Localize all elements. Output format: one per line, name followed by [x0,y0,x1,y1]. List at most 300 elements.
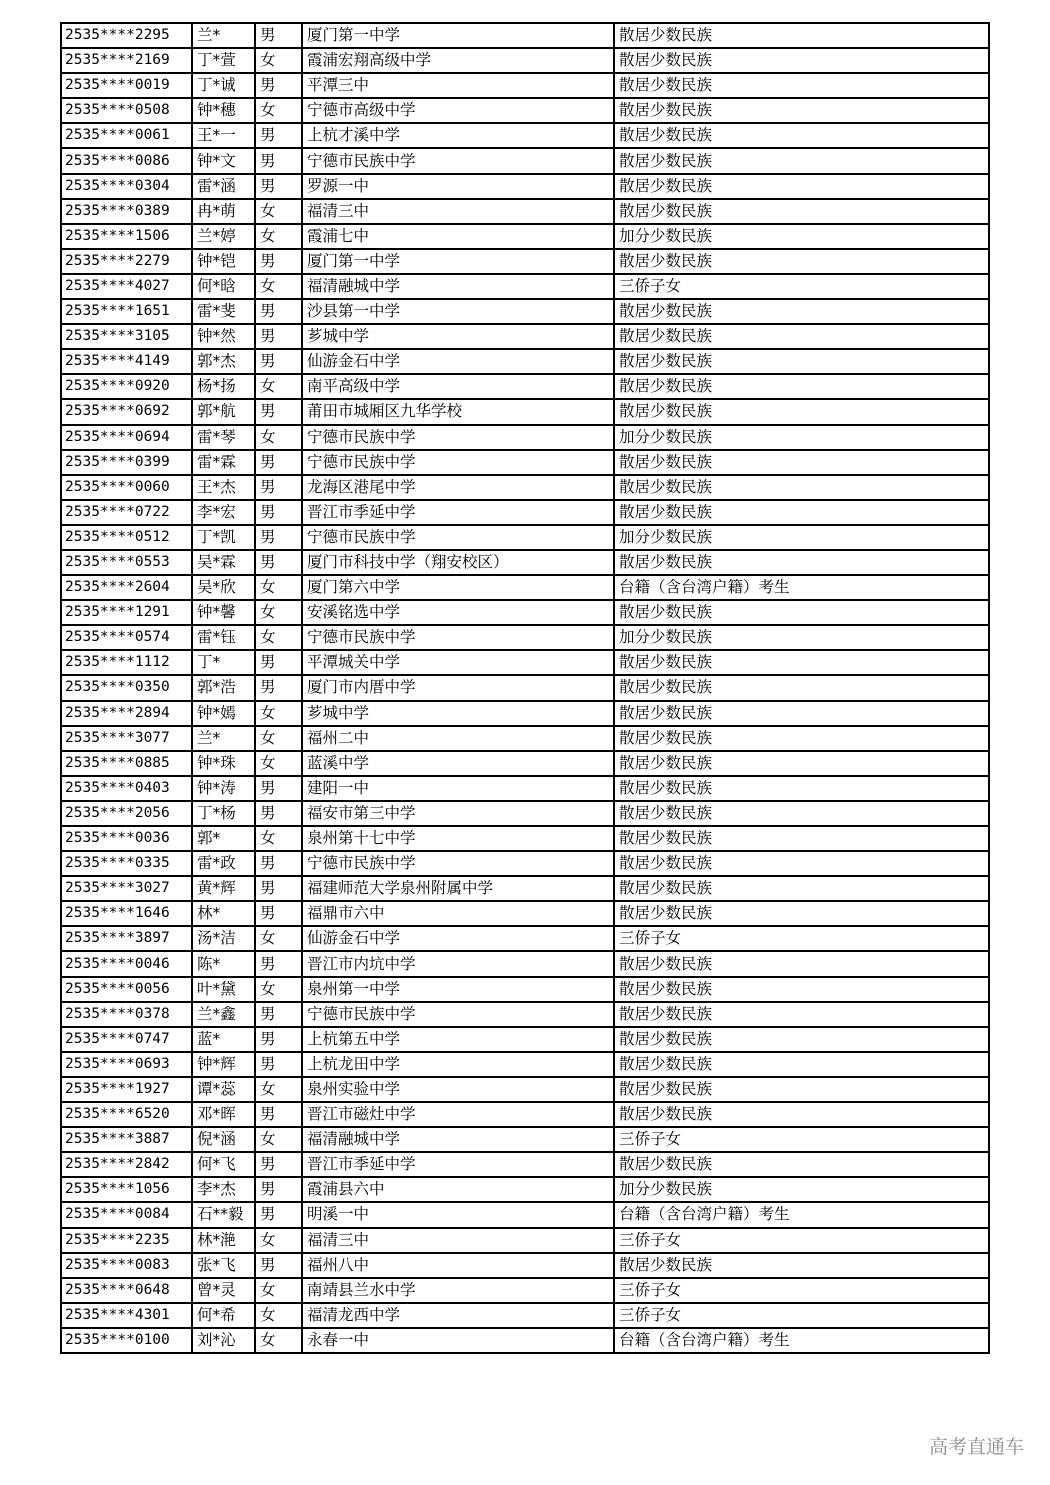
cell-exam-id: 2535****1651 [61,299,192,324]
cell-category: 散居少数民族 [614,1152,989,1177]
cell-student-name: 钟*铠 [192,249,255,274]
cell-gender: 男 [255,23,302,48]
cell-exam-id: 2535****0722 [61,500,192,525]
cell-student-name: 冉*萌 [192,199,255,224]
cell-school: 晋江市季延中学 [302,1152,614,1177]
cell-gender: 男 [255,500,302,525]
table-body [61,23,989,1353]
cell-category: 三侨子女 [614,274,989,299]
cell-school: 仙游金石中学 [302,349,614,374]
cell-school: 明溪一中 [302,1202,614,1227]
table-row [61,1253,989,1278]
cell-student-name: 钟*嫣 [192,701,255,726]
cell-category: 散居少数民族 [614,475,989,500]
cell-gender: 男 [255,73,302,98]
cell-student-name: 郭*杰 [192,349,255,374]
cell-gender: 男 [255,951,302,976]
cell-student-name: 雷*政 [192,851,255,876]
cell-student-name: 倪*涵 [192,1127,255,1152]
cell-gender: 女 [255,425,302,450]
cell-gender: 女 [255,751,302,776]
cell-gender: 男 [255,901,302,926]
cell-school: 厦门第六中学 [302,575,614,600]
cell-student-name: 兰* [192,23,255,48]
cell-exam-id: 2535****0061 [61,123,192,148]
cell-exam-id: 2535****4027 [61,274,192,299]
cell-school: 厦门市科技中学（翔安校区） [302,550,614,575]
cell-category: 加分少数民族 [614,224,989,249]
table-row [61,500,989,525]
cell-gender: 男 [255,399,302,424]
cell-category: 加分少数民族 [614,1177,989,1202]
cell-school: 平潭城关中学 [302,650,614,675]
cell-gender: 女 [255,1278,302,1303]
cell-category: 散居少数民族 [614,324,989,349]
table-row [61,249,989,274]
cell-gender: 男 [255,450,302,475]
cell-school: 霞浦七中 [302,224,614,249]
cell-gender: 女 [255,977,302,1002]
cell-school: 泉州第一中学 [302,977,614,1002]
cell-category: 散居少数民族 [614,851,989,876]
cell-category: 散居少数民族 [614,349,989,374]
cell-category: 散居少数民族 [614,650,989,675]
cell-category: 散居少数民族 [614,600,989,625]
cell-gender: 女 [255,224,302,249]
cell-category: 散居少数民族 [614,951,989,976]
cell-gender: 女 [255,600,302,625]
cell-gender: 男 [255,1052,302,1077]
table-row [61,224,989,249]
cell-exam-id: 2535****3887 [61,1127,192,1152]
table-row [61,450,989,475]
table-row [61,374,989,399]
cell-school: 福安市第三中学 [302,801,614,826]
cell-exam-id: 2535****0350 [61,675,192,700]
cell-exam-id: 2535****4301 [61,1303,192,1328]
cell-student-name: 丁*凯 [192,525,255,550]
cell-school: 晋江市磁灶中学 [302,1102,614,1127]
cell-exam-id: 2535****1927 [61,1077,192,1102]
cell-category: 散居少数民族 [614,1002,989,1027]
cell-category: 台籍（含台湾户籍）考生 [614,1328,989,1353]
cell-school: 宁德市民族中学 [302,625,614,650]
cell-category: 散居少数民族 [614,199,989,224]
table-row [61,1002,989,1027]
cell-exam-id: 2535****0508 [61,98,192,123]
cell-school: 芗城中学 [302,324,614,349]
cell-student-name: 雷*涵 [192,174,255,199]
cell-school: 福建师范大学泉州附属中学 [302,876,614,901]
table-row [61,600,989,625]
cell-category: 散居少数民族 [614,901,989,926]
cell-school: 霞浦宏翔高级中学 [302,48,614,73]
cell-exam-id: 2535****0553 [61,550,192,575]
cell-category: 散居少数民族 [614,826,989,851]
table-row [61,1102,989,1127]
table-row [61,123,989,148]
cell-exam-id: 2535****2279 [61,249,192,274]
cell-student-name: 钟*然 [192,324,255,349]
cell-gender: 女 [255,1328,302,1353]
cell-school: 宁德市民族中学 [302,425,614,450]
cell-gender: 男 [255,1027,302,1052]
table-row [61,148,989,173]
cell-exam-id: 2535****0574 [61,625,192,650]
cell-student-name: 钟*辉 [192,1052,255,1077]
cell-school: 宁德市民族中学 [302,851,614,876]
cell-category: 三侨子女 [614,1228,989,1253]
cell-gender: 男 [255,174,302,199]
cell-student-name: 邓*晖 [192,1102,255,1127]
cell-school: 霞浦县六中 [302,1177,614,1202]
table-row [61,826,989,851]
table-row [61,73,989,98]
table-row [61,425,989,450]
cell-school: 龙海区港尾中学 [302,475,614,500]
table-row [61,525,989,550]
cell-school: 上杭才溪中学 [302,123,614,148]
cell-student-name: 杨*扬 [192,374,255,399]
cell-category: 散居少数民族 [614,776,989,801]
cell-gender: 男 [255,148,302,173]
cell-gender: 女 [255,1077,302,1102]
cell-student-name: 王*杰 [192,475,255,500]
cell-exam-id: 2535****0694 [61,425,192,450]
cell-exam-id: 2535****2894 [61,701,192,726]
cell-gender: 女 [255,625,302,650]
cell-category: 散居少数民族 [614,801,989,826]
cell-school: 晋江市季延中学 [302,500,614,525]
cell-exam-id: 2535****2169 [61,48,192,73]
cell-gender: 女 [255,926,302,951]
table-row [61,575,989,600]
cell-category: 散居少数民族 [614,249,989,274]
cell-student-name: 何*晗 [192,274,255,299]
cell-school: 厦门市内厝中学 [302,675,614,700]
cell-school: 平潭三中 [302,73,614,98]
cell-exam-id: 2535****0389 [61,199,192,224]
cell-student-name: 吴*欣 [192,575,255,600]
table-row [61,751,989,776]
cell-school: 晋江市内坑中学 [302,951,614,976]
cell-exam-id: 2535****1506 [61,224,192,249]
watermark-text: 高考直通车 [928,1436,1024,1458]
cell-category: 散居少数民族 [614,500,989,525]
cell-student-name: 郭* [192,826,255,851]
cell-student-name: 李*杰 [192,1177,255,1202]
table-row [61,1202,989,1227]
cell-student-name: 林*滟 [192,1228,255,1253]
cell-category: 散居少数民族 [614,98,989,123]
cell-gender: 男 [255,475,302,500]
cell-category: 散居少数民族 [614,48,989,73]
cell-exam-id: 2535****3105 [61,324,192,349]
cell-gender: 男 [255,1002,302,1027]
cell-gender: 男 [255,801,302,826]
cell-student-name: 林* [192,901,255,926]
cell-category: 散居少数民族 [614,123,989,148]
cell-category: 散居少数民族 [614,73,989,98]
cell-exam-id: 2535****4149 [61,349,192,374]
cell-exam-id: 2535****6520 [61,1102,192,1127]
table-row [61,199,989,224]
cell-school: 福清龙西中学 [302,1303,614,1328]
cell-student-name: 王*一 [192,123,255,148]
cell-exam-id: 2535****0304 [61,174,192,199]
table-row [61,726,989,751]
cell-school: 永春一中 [302,1328,614,1353]
cell-exam-id: 2535****0056 [61,977,192,1002]
cell-exam-id: 2535****0046 [61,951,192,976]
cell-student-name: 吴*霖 [192,550,255,575]
table-row [61,349,989,374]
cell-category: 散居少数民族 [614,675,989,700]
cell-school: 安溪铭选中学 [302,600,614,625]
cell-category: 散居少数民族 [614,399,989,424]
cell-gender: 男 [255,525,302,550]
table-row [61,324,989,349]
table-row [61,98,989,123]
cell-student-name: 郭*浩 [192,675,255,700]
cell-exam-id: 2535****0086 [61,148,192,173]
cell-student-name: 陈* [192,951,255,976]
table-row [61,48,989,73]
cell-gender: 女 [255,701,302,726]
cell-student-name: 郭*航 [192,399,255,424]
cell-student-name: 雷*斐 [192,299,255,324]
cell-school: 宁德市民族中学 [302,450,614,475]
table-row [61,475,989,500]
cell-school: 上杭第五中学 [302,1027,614,1052]
cell-student-name: 汤*洁 [192,926,255,951]
cell-school: 沙县第一中学 [302,299,614,324]
table-row [61,776,989,801]
cell-category: 散居少数民族 [614,726,989,751]
cell-exam-id: 2535****0692 [61,399,192,424]
table-row [61,851,989,876]
cell-exam-id: 2535****0747 [61,1027,192,1052]
cell-exam-id: 2535****3027 [61,876,192,901]
table-row [61,274,989,299]
cell-gender: 男 [255,675,302,700]
cell-school: 福清三中 [302,199,614,224]
cell-school: 罗源一中 [302,174,614,199]
cell-gender: 女 [255,199,302,224]
cell-school: 宁德市民族中学 [302,1002,614,1027]
cell-student-name: 钟*珠 [192,751,255,776]
cell-exam-id: 2535****0036 [61,826,192,851]
cell-gender: 男 [255,650,302,675]
cell-gender: 男 [255,1102,302,1127]
cell-gender: 女 [255,1303,302,1328]
cell-category: 散居少数民族 [614,174,989,199]
cell-category: 加分少数民族 [614,425,989,450]
table-row [61,1328,989,1353]
cell-student-name: 雷*钰 [192,625,255,650]
cell-school: 仙游金石中学 [302,926,614,951]
cell-school: 上杭龙田中学 [302,1052,614,1077]
cell-category: 散居少数民族 [614,23,989,48]
cell-gender: 女 [255,274,302,299]
cell-school: 厦门第一中学 [302,249,614,274]
cell-gender: 女 [255,48,302,73]
cell-gender: 男 [255,349,302,374]
table-row [61,1228,989,1253]
cell-category: 散居少数民族 [614,1077,989,1102]
table-row [61,1177,989,1202]
cell-exam-id: 2535****0100 [61,1328,192,1353]
table-row [61,174,989,199]
cell-student-name: 谭*蕊 [192,1077,255,1102]
cell-student-name: 石**毅 [192,1202,255,1227]
cell-school: 南平高级中学 [302,374,614,399]
table-row [61,550,989,575]
cell-school: 蓝溪中学 [302,751,614,776]
cell-category: 三侨子女 [614,1127,989,1152]
cell-exam-id: 2535****0399 [61,450,192,475]
cell-school: 福清三中 [302,1228,614,1253]
cell-category: 散居少数民族 [614,374,989,399]
cell-category: 台籍（含台湾户籍）考生 [614,575,989,600]
cell-exam-id: 2535****0083 [61,1253,192,1278]
cell-exam-id: 2535****1112 [61,650,192,675]
cell-student-name: 何*希 [192,1303,255,1328]
table-row [61,299,989,324]
cell-category: 散居少数民族 [614,751,989,776]
table-row [61,1077,989,1102]
cell-gender: 男 [255,1152,302,1177]
table-row [61,1278,989,1303]
cell-school: 福州二中 [302,726,614,751]
table-row [61,1027,989,1052]
cell-exam-id: 2535****0648 [61,1278,192,1303]
cell-exam-id: 2535****2604 [61,575,192,600]
cell-category: 散居少数民族 [614,876,989,901]
cell-gender: 男 [255,1177,302,1202]
cell-school: 宁德市民族中学 [302,525,614,550]
table-row [61,1152,989,1177]
cell-school: 建阳一中 [302,776,614,801]
cell-exam-id: 2535****0335 [61,851,192,876]
cell-gender: 男 [255,324,302,349]
table-row [61,926,989,951]
cell-gender: 女 [255,98,302,123]
cell-exam-id: 2535****0693 [61,1052,192,1077]
cell-student-name: 黄*辉 [192,876,255,901]
cell-student-name: 钟*涛 [192,776,255,801]
table-row [61,625,989,650]
cell-exam-id: 2535****0019 [61,73,192,98]
table-row [61,675,989,700]
table-row [61,701,989,726]
cell-student-name: 钟*穗 [192,98,255,123]
cell-exam-id: 2535****0378 [61,1002,192,1027]
cell-exam-id: 2535****1291 [61,600,192,625]
student-list-table [60,22,990,1354]
cell-exam-id: 2535****0920 [61,374,192,399]
cell-exam-id: 2535****2842 [61,1152,192,1177]
cell-exam-id: 2535****0060 [61,475,192,500]
table-row [61,1303,989,1328]
cell-student-name: 何*飞 [192,1152,255,1177]
cell-student-name: 丁* [192,650,255,675]
cell-exam-id: 2535****3897 [61,926,192,951]
cell-student-name: 刘*沁 [192,1328,255,1353]
table-row [61,650,989,675]
cell-student-name: 张*飞 [192,1253,255,1278]
cell-school: 福鼎市六中 [302,901,614,926]
cell-student-name: 李*宏 [192,500,255,525]
cell-student-name: 兰* [192,726,255,751]
cell-gender: 男 [255,851,302,876]
cell-gender: 男 [255,550,302,575]
table-row [61,1052,989,1077]
cell-student-name: 雷*琴 [192,425,255,450]
table-row [61,951,989,976]
cell-exam-id: 2535****3077 [61,726,192,751]
cell-category: 散居少数民族 [614,977,989,1002]
cell-category: 散居少数民族 [614,550,989,575]
cell-gender: 男 [255,1253,302,1278]
cell-category: 散居少数民族 [614,701,989,726]
cell-category: 散居少数民族 [614,148,989,173]
cell-exam-id: 2535****0512 [61,525,192,550]
cell-school: 福州八中 [302,1253,614,1278]
cell-exam-id: 2535****0084 [61,1202,192,1227]
cell-gender: 女 [255,1127,302,1152]
cell-school: 福清融城中学 [302,274,614,299]
cell-gender: 男 [255,299,302,324]
cell-gender: 男 [255,776,302,801]
cell-student-name: 丁*杨 [192,801,255,826]
cell-exam-id: 2535****1056 [61,1177,192,1202]
cell-school: 福清融城中学 [302,1127,614,1152]
table-row [61,977,989,1002]
cell-school: 泉州第十七中学 [302,826,614,851]
cell-category: 三侨子女 [614,926,989,951]
cell-category: 台籍（含台湾户籍）考生 [614,1202,989,1227]
cell-gender: 男 [255,249,302,274]
cell-exam-id: 2535****2295 [61,23,192,48]
cell-school: 南靖县兰水中学 [302,1278,614,1303]
cell-student-name: 曾*灵 [192,1278,255,1303]
cell-exam-id: 2535****2235 [61,1228,192,1253]
cell-school: 莆田市城厢区九华学校 [302,399,614,424]
cell-gender: 女 [255,1228,302,1253]
cell-category: 加分少数民族 [614,625,989,650]
cell-gender: 女 [255,826,302,851]
cell-student-name: 蓝* [192,1027,255,1052]
cell-student-name: 钟*馨 [192,600,255,625]
cell-exam-id: 2535****2056 [61,801,192,826]
cell-category: 三侨子女 [614,1303,989,1328]
cell-student-name: 雷*霖 [192,450,255,475]
cell-gender: 女 [255,726,302,751]
table-row [61,1127,989,1152]
cell-gender: 女 [255,374,302,399]
table-row [61,801,989,826]
cell-category: 散居少数民族 [614,1253,989,1278]
cell-school: 厦门第一中学 [302,23,614,48]
cell-student-name: 叶*黛 [192,977,255,1002]
cell-school: 芗城中学 [302,701,614,726]
cell-gender: 男 [255,123,302,148]
cell-school: 宁德市民族中学 [302,148,614,173]
cell-category: 三侨子女 [614,1278,989,1303]
cell-gender: 男 [255,876,302,901]
cell-category: 加分少数民族 [614,525,989,550]
